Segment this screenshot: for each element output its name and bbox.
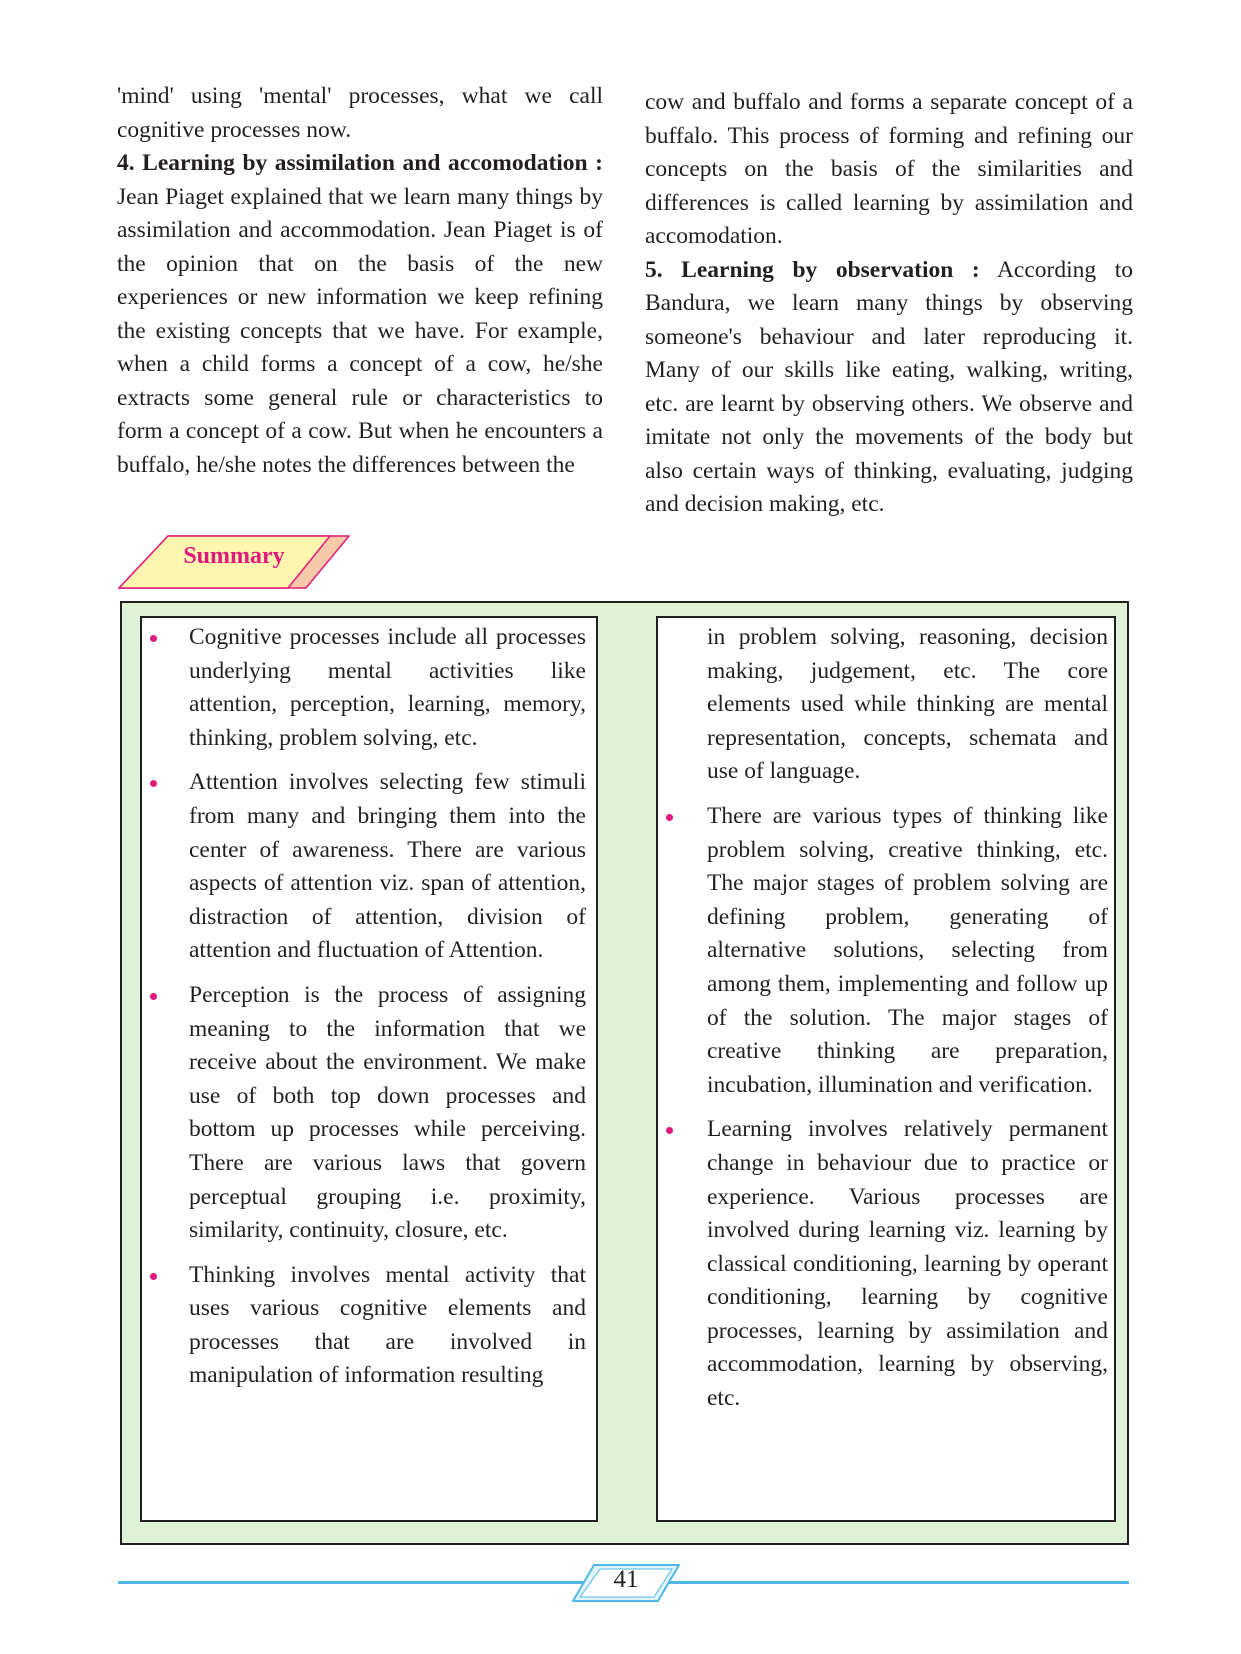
paragraph: cow and buffalo and forms a separate concept of a buffalo. This process of forming and refining our concepts on the basis of the similarities and differences is called learning by assimilation and accomodation. — [645, 89, 1133, 249]
paragraph — [117, 147, 603, 482]
bullet-icon — [150, 993, 157, 1000]
paragraph: 'mind' using 'mental' processes, what we call cognitive processes now. — [117, 83, 603, 143]
right-text-column — [645, 86, 1133, 522]
summary-banner — [118, 535, 350, 589]
summary-list-right — [658, 618, 1114, 1416]
summary-item: There are various types of thinking like problem solving, creative thinking, etc. The major stages of problem solving are defining problem, generating of alternative solutions, selecting from among them, implementing and follow up of the solution. The major stages of creative thinking are preparation, incubation, illumination and verification. — [658, 800, 1114, 1102]
paragraph-text: According to Bandura, we learn many things by observing someone's behaviour and later reproducing it. Many of our skills like eating, walking, writing, etc. are learnt by observing others. We observe and imitate not only the movements of the body but also certain ways of thinking, evaluating, judging and decision making, etc. — [645, 256, 1133, 517]
bullet-icon — [150, 1273, 157, 1280]
bullet-icon — [666, 814, 673, 821]
paragraph-text: Jean Piaget explained that we learn many things by assimilation and accommodation. Jean Piaget is of the opinion that on the basis of the new experiences or new information we keep refining the existing concepts that we have. For example, when a child forms a concept of a cow, he/she extracts some general rule or characteristics to form a concept of a cow. But when he encounters a buffalo, he/she notes the differences between the — [117, 183, 603, 478]
section-heading: 4. Learning by assimilation and accomodation : — [117, 150, 603, 176]
summary-item: Perception is the process of assigning meaning to the information that we receive about the environment. We make use of both top down processes and bottom up processes while perceiving. There are various laws that govern perceptual grouping i.e. proximity, similarity, continuity, closure, etc. — [142, 979, 596, 1248]
summary-item: Thinking involves mental activity that uses various cognitive elements and processes that are involved in manipulation of information resulting — [142, 1259, 596, 1393]
summary-item: Cognitive processes include all processes underlying mental activities like attention, perception, learning, memory, thinking, problem solving, etc. — [142, 621, 596, 755]
summary-panel-right — [656, 616, 1116, 1522]
bullet-icon — [150, 635, 157, 642]
summary-item: Attention involves selecting few stimuli from many and bringing them into the center of awareness. There are various aspects of attention viz. span of attention, distraction of attention, division of attention and fluctuation of Attention. — [142, 766, 596, 968]
summary-box — [120, 601, 1129, 1545]
summary-title: Summary — [183, 543, 285, 569]
bullet-icon — [666, 1127, 673, 1134]
page-number-tab — [572, 1564, 680, 1602]
left-text-column — [117, 80, 603, 482]
summary-panel-left — [140, 616, 598, 1522]
page-number: 41 — [613, 1566, 639, 1593]
summary-list-left — [142, 618, 596, 1393]
summary-item: Learning involves relatively permanent change in behaviour due to practice or experience. Various processes are involved during learning viz. learning by classical conditioning, learning by operant conditioning, learning by cognitive processes, learning by assimilation and accommodation, learning by observing, etc. — [658, 1113, 1114, 1415]
paragraph — [645, 254, 1133, 522]
summary-item-continuation: in problem solving, reasoning, decision making, judgement, etc. The core elements used while thinking are mental representation, concepts, schemata and use of language. — [707, 624, 1108, 785]
bullet-icon — [150, 780, 157, 787]
section-heading: 5. Learning by observation : — [645, 256, 980, 283]
